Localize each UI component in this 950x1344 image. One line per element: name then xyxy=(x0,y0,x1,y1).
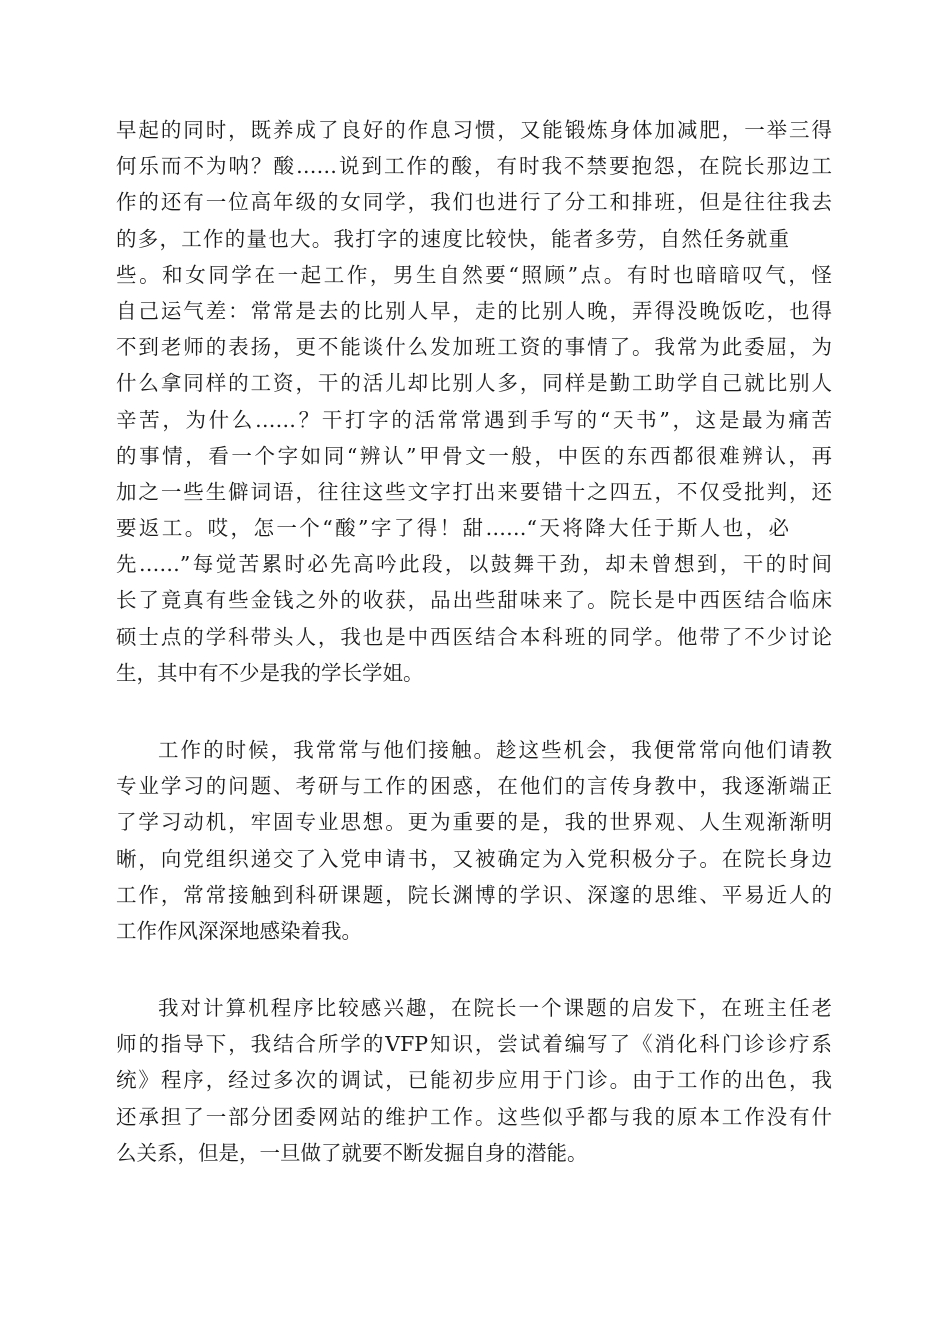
paragraph-line: 早起的同时，既养成了良好的作息习惯，又能锻炼身体加减肥，一举三得 xyxy=(116,118,832,142)
paragraph-line: 不到老师的表扬，更不能谈什么发加班工资的事情了。我常为此委屈，为 xyxy=(116,335,832,360)
paragraph-line: 晰，向党组织递交了入党申请书，又被确定为入党积极分子。在院长身边 xyxy=(116,846,832,871)
paragraph-line: 统》程序，经过多次的调试，已能初步应用于门诊。由于工作的出色，我 xyxy=(116,1068,832,1093)
paragraph-line: 了学习动机，牢固专业思想。更为重要的是，我的世界观、人生观渐渐明 xyxy=(116,810,832,835)
paragraph-line: 自己运气差：常常是去的比别人早，走的比别人晚，弄得没晚饭吃，也得 xyxy=(116,298,832,323)
paragraph-line: 生，其中有不少是我的学长学姐。 xyxy=(116,660,424,685)
paragraph-line: 工作作风深深地感染着我。 xyxy=(116,918,362,943)
paragraph-2 xyxy=(116,732,832,949)
paragraph-line: 我对计算机程序比较感兴趣，在院长一个课题的启发下，在班主任老 xyxy=(158,996,832,1020)
paragraph-line: 硕士点的学科带头人，我也是中西医结合本科班的同学。他带了不少讨论 xyxy=(116,624,832,649)
paragraph-line: 专业学习的问题、考研与工作的困惑，在他们的言传身教中，我逐渐端正 xyxy=(116,774,832,799)
paragraph-line: 还承担了一部分团委网站的维护工作。这些似乎都与我的原本工作没有什 xyxy=(116,1104,832,1129)
paragraph-line: 的多，工作的量也大。我打字的速度比较快，能者多劳，自然任务就重 xyxy=(116,226,789,251)
paragraph-line: 些。和女同学在一起工作，男生自然要“照顾”点。有时也暗暗叹气，怪 xyxy=(116,262,832,287)
paragraph-line: 作的还有一位高年级的女同学，我们也进行了分工和排班，但是往往我去 xyxy=(116,190,832,215)
paragraph-line: 师的指导下，我结合所学的VFP知识，尝试着编写了《消化科门诊诊疗系 xyxy=(116,1032,832,1057)
paragraph-3 xyxy=(116,990,832,1171)
paragraph-line: 的事情，看一个字如同“辨认”甲骨文一般，中医的东西都很难辨认，再 xyxy=(116,443,832,468)
paragraph-1 xyxy=(116,112,832,691)
paragraph-line: 加之一些生僻词语，往往这些文字打出来要错十之四五，不仅受批判，还 xyxy=(116,479,832,504)
paragraph-line: 工作的时候，我常常与他们接触。趁这些机会，我便常常向他们请教 xyxy=(158,738,832,762)
paragraph-line: 什么拿同样的工资，干的活儿却比别人多，同样是勤工助学自己就比别人 xyxy=(116,371,832,396)
paragraph-line: 要返工。哎，怎一个“酸”字了得！甜……“天将降大任于斯人也，必 xyxy=(116,516,789,541)
paragraph-line: 长了竟真有些金钱之外的收获，品出些甜味来了。院长是中西医结合临床 xyxy=(116,588,832,613)
paragraph-line: 先……”每觉苦累时必先高吟此段，以鼓舞干劲，却未曾想到，干的时间 xyxy=(116,552,832,577)
paragraph-line: 么关系，但是，一旦做了就要不断发掘自身的潜能。 xyxy=(116,1140,588,1165)
paragraph-line: 工作，常常接触到科研课题，院长渊博的学识、深邃的思维、平易近人的 xyxy=(116,882,832,907)
paragraph-line: 何乐而不为呐？酸……说到工作的酸，有时我不禁要抱怨，在院长那边工 xyxy=(116,154,832,179)
paragraph-line: 辛苦，为什么……？干打字的活常常遇到手写的“天书”，这是最为痛苦 xyxy=(116,407,832,432)
